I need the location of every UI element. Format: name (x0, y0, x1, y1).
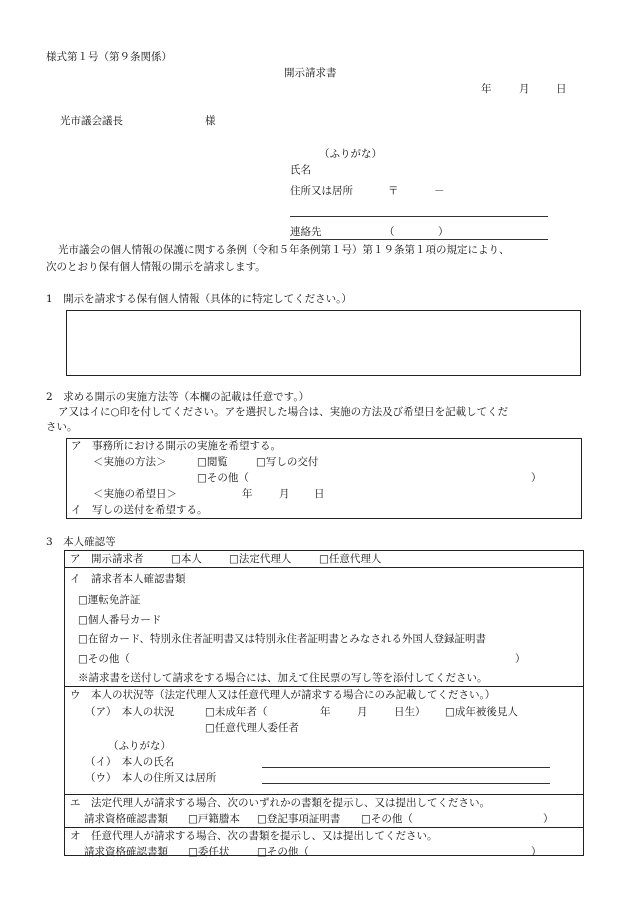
option-a-onsite[interactable]: ア 事務所における開示の実施を希望する。 (71, 440, 281, 452)
drivers-license-checkbox[interactable]: □運転免許証 (78, 594, 141, 606)
registry-cert-checkbox[interactable]: □登記事項証明書 (257, 813, 341, 825)
row-divider (64, 567, 584, 568)
section1-heading: 1 開示を請求する保有個人情報（具体的に特定してください。） (46, 293, 352, 305)
method-view-checkbox[interactable]: □閲覧 (197, 456, 228, 468)
section3-heading: 3 本人確認等 (46, 536, 116, 548)
principal-name-underline (262, 767, 550, 768)
legal-rep-other-close: ） (543, 813, 554, 825)
principal-address-label: （ウ） 本人の住所又は居所 (85, 772, 217, 784)
requester-legal-rep-checkbox[interactable]: □法定代理人 (229, 553, 292, 565)
requested-info-box[interactable] (66, 310, 581, 376)
requester-furigana-label: （ふりがな） (319, 148, 382, 160)
contact-paren-close: ） (438, 226, 449, 238)
requester-type-label: ア 開示請求者 (70, 553, 144, 565)
preferred-date-month: 月 (279, 488, 290, 500)
addressee-suffix: 様 (205, 115, 216, 127)
form-number: 様式第１号（第９条関係） (46, 51, 172, 63)
intro-line-2: 次のとおり保有個人情報の開示を請求します。 (46, 261, 266, 273)
section2-note-line-1: ア又はイに○印を付してください。アを選択した場合は、実施の方法及び希望日を記載してくだ (58, 406, 509, 418)
row-divider (64, 794, 584, 795)
date-year-label: 年 (481, 83, 492, 95)
page-title: 開示請求書 (284, 67, 337, 79)
requester-address-label: 住所又は居所 (290, 185, 353, 197)
principal-status-item: （ア） 本人の状況 (85, 706, 175, 718)
legal-rep-docs-instruction: エ 法定代理人が請求する場合、次のいずれかの書類を提示し、又は提出してください。 (70, 797, 490, 809)
requester-name-label: 氏名 (290, 164, 311, 176)
family-register-checkbox[interactable]: □戸籍謄本 (188, 813, 240, 825)
power-of-attorney-checkbox[interactable]: □委任状 (188, 846, 230, 858)
row-divider (64, 827, 584, 828)
postal-mark: 〒 (388, 185, 399, 197)
adult-ward-checkbox[interactable]: □成年被後見人 (445, 706, 518, 718)
birth-day-label: 日生） (394, 706, 426, 718)
identity-verification-table (64, 550, 584, 856)
voluntary-rep-other-close: ） (531, 846, 542, 858)
principal-name-label: （イ） 本人の氏名 (85, 756, 175, 768)
id-documents-label: イ 請求者本人確認書類 (70, 573, 186, 585)
principal-furigana-label: （ふりがな） (108, 740, 171, 752)
id-other-close: ） (515, 653, 526, 665)
mail-residence-note: ※請求書を送付して請求をする場合には、加えて住民票の写し等を添付してください。 (78, 672, 488, 684)
contact-underline (290, 239, 548, 240)
birth-year-label: 年 (320, 706, 331, 718)
method-other-checkbox[interactable]: □その他（ (197, 472, 249, 484)
postal-dash: － (434, 185, 445, 197)
section2-heading: 2 求める開示の実施方法等（本欄の記載は任意です。） (46, 391, 310, 403)
legal-rep-other-checkbox[interactable]: □その他（ (361, 813, 413, 825)
row-divider (64, 686, 584, 687)
residence-card-checkbox[interactable]: □在留カード、特別永住者証明書又は特別永住者証明書とみなされる外国人登録証明書 (78, 633, 486, 645)
address-underline (290, 216, 548, 217)
principal-status-label: ウ 本人の状況等（法定代理人又は任意代理人が請求する場合にのみ記載してください。） (70, 689, 496, 701)
preferred-date-year: 年 (242, 488, 253, 500)
voluntary-rep-docs-label: 請求資格確認書類 (84, 846, 168, 858)
preferred-date-day: 日 (314, 488, 325, 500)
principal-address-underline (262, 783, 550, 784)
intro-line-1: 光市議会の個人情報の保護に関する条例（令和５年条例第１号）第１９条第１項の規定により、 (58, 244, 510, 256)
section2-note-line-2: さい。 (46, 421, 78, 433)
method-copy-checkbox[interactable]: □写しの交付 (256, 456, 319, 468)
id-other-checkbox[interactable]: □その他（ (78, 653, 130, 665)
preferred-date-label: ＜実施の希望日＞ (93, 488, 177, 500)
date-month-label: 月 (519, 83, 530, 95)
requester-voluntary-rep-checkbox[interactable]: □任意代理人 (319, 553, 382, 565)
addressee-name: 光市議会議長 (60, 115, 123, 127)
voluntary-principal-checkbox[interactable]: □任意代理人委任者 (205, 722, 299, 734)
mynumber-card-checkbox[interactable]: □個人番号カード (78, 614, 162, 626)
voluntary-rep-other-checkbox[interactable]: □その他（ (257, 846, 309, 858)
legal-rep-docs-label: 請求資格確認書類 (84, 813, 168, 825)
minor-checkbox[interactable]: □未成年者（ (205, 706, 268, 718)
date-day-label: 日 (556, 83, 567, 95)
contact-paren-open: （ (384, 226, 395, 238)
contact-label: 連絡先 (290, 226, 322, 238)
option-i-mail[interactable]: イ 写しの送付を希望する。 (71, 504, 208, 516)
voluntary-rep-docs-instruction: オ 任意代理人が請求する場合、次の書類を提示し、又は提出してください。 (70, 830, 438, 842)
requester-self-checkbox[interactable]: □本人 (171, 553, 202, 565)
method-other-close: ） (531, 472, 542, 484)
method-label: ＜実施の方法＞ (93, 456, 167, 468)
birth-month-label: 月 (357, 706, 368, 718)
